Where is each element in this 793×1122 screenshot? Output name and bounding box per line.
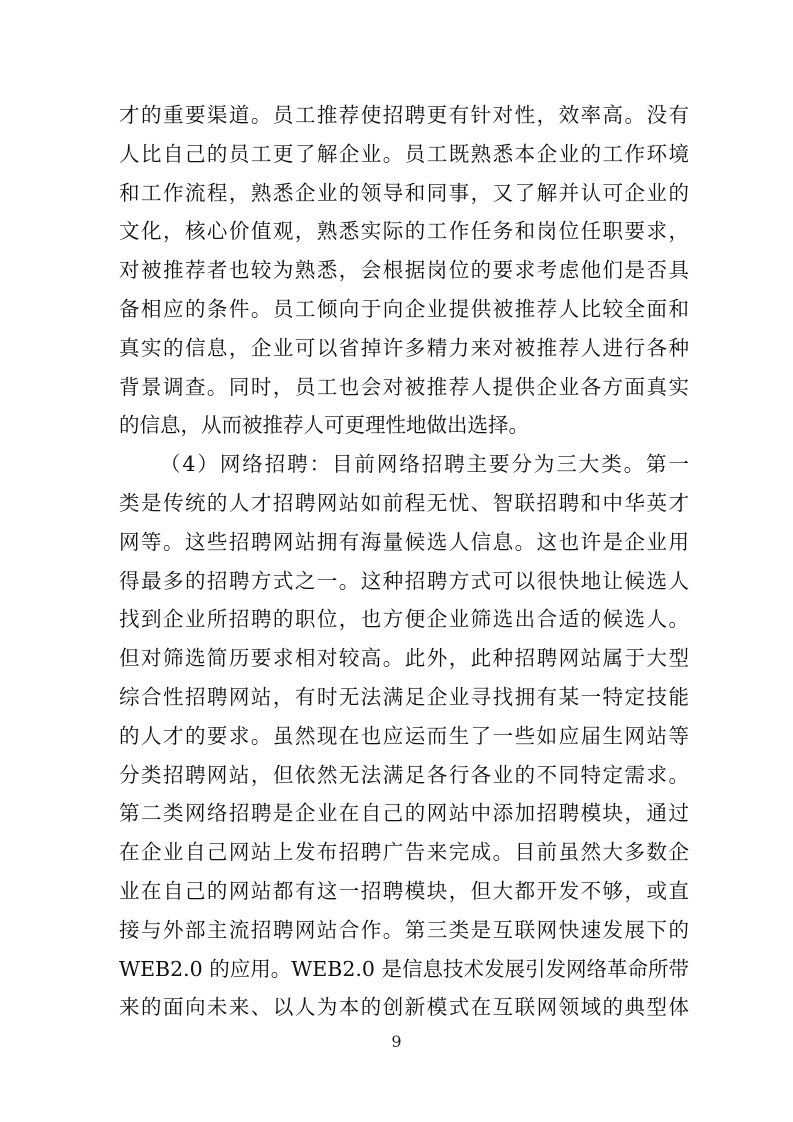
text-line: 综合性招聘网站，有时无法满足企业寻找拥有某一特定技能 [119,684,689,709]
text-line: 才的重要渠道。员工推荐使招聘更有针对性，效率高。没有 [119,103,689,127]
text-line: 背景调查。同时，员工也会对被推荐人提供企业各方面真实 [119,374,689,399]
text-line: 得最多的招聘方式之一。这种招聘方式可以很快地让候选人 [119,568,689,593]
text-line: 在企业自己网站上发布招聘广告来完成。目前虽然大多数企 [119,840,689,865]
text-line: 类是传统的人才招聘网站如前程无忧、智联招聘和中华英才 [119,490,689,515]
text-line: 来的面向未来、以人为本的创新模式在互联网领域的典型体 [119,995,689,1020]
text-line: （4）网络招聘：目前网络招聘主要分为三大类。第一 [160,452,689,477]
text-line: 的人才的要求。虽然现在也应运而生了一些如应届生网站等 [119,723,689,748]
text-line: 的信息，从而被推荐人可更理性地做出选择。 [119,413,529,438]
text-line: 业在自己的网站都有这一招聘模块，但大都开发不够，或直 [119,878,689,903]
text-line: 第二类网络招聘是企业在自己的网站中添加招聘模块，通过 [119,801,689,826]
text-line: 找到企业所招聘的职位，也方便企业筛选出合适的候选人。 [119,607,689,632]
page-number: 9 [391,1032,402,1051]
text-line: 人比自己的员工更了解企业。员工既熟悉本企业的工作环境 [119,141,689,166]
text-line: 备相应的条件。员工倾向于向企业提供被推荐人比较全面和 [119,296,689,321]
text-line: 文化，核心价值观，熟悉实际的工作任务和岗位任职要求， [119,219,689,244]
text-line: 但对筛选简历要求相对较高。此外，此种招聘网站属于大型 [119,646,689,671]
text-line: 真实的信息，企业可以省掉许多精力来对被推荐人进行各种 [119,335,689,360]
text-line: 对被推荐者也较为熟悉，会根据岗位的要求考虑他们是否具 [119,258,689,283]
text-line: 分类招聘网站，但依然无法满足各行各业的不同特定需求。 [119,762,689,787]
text-line: 和工作流程，熟悉企业的领导和同事，又了解并认可企业的 [119,180,689,205]
body-text [119,96,689,1027]
text-line: WEB2.0 的应用。WEB2.0 是信息技术发展引发网络革命所带 [119,956,689,981]
text-line: 接与外部主流招聘网站合作。第三类是互联网快速发展下的 [119,917,689,942]
text-line: 网等。这些招聘网站拥有海量候选人信息。这也许是企业用 [119,529,689,554]
